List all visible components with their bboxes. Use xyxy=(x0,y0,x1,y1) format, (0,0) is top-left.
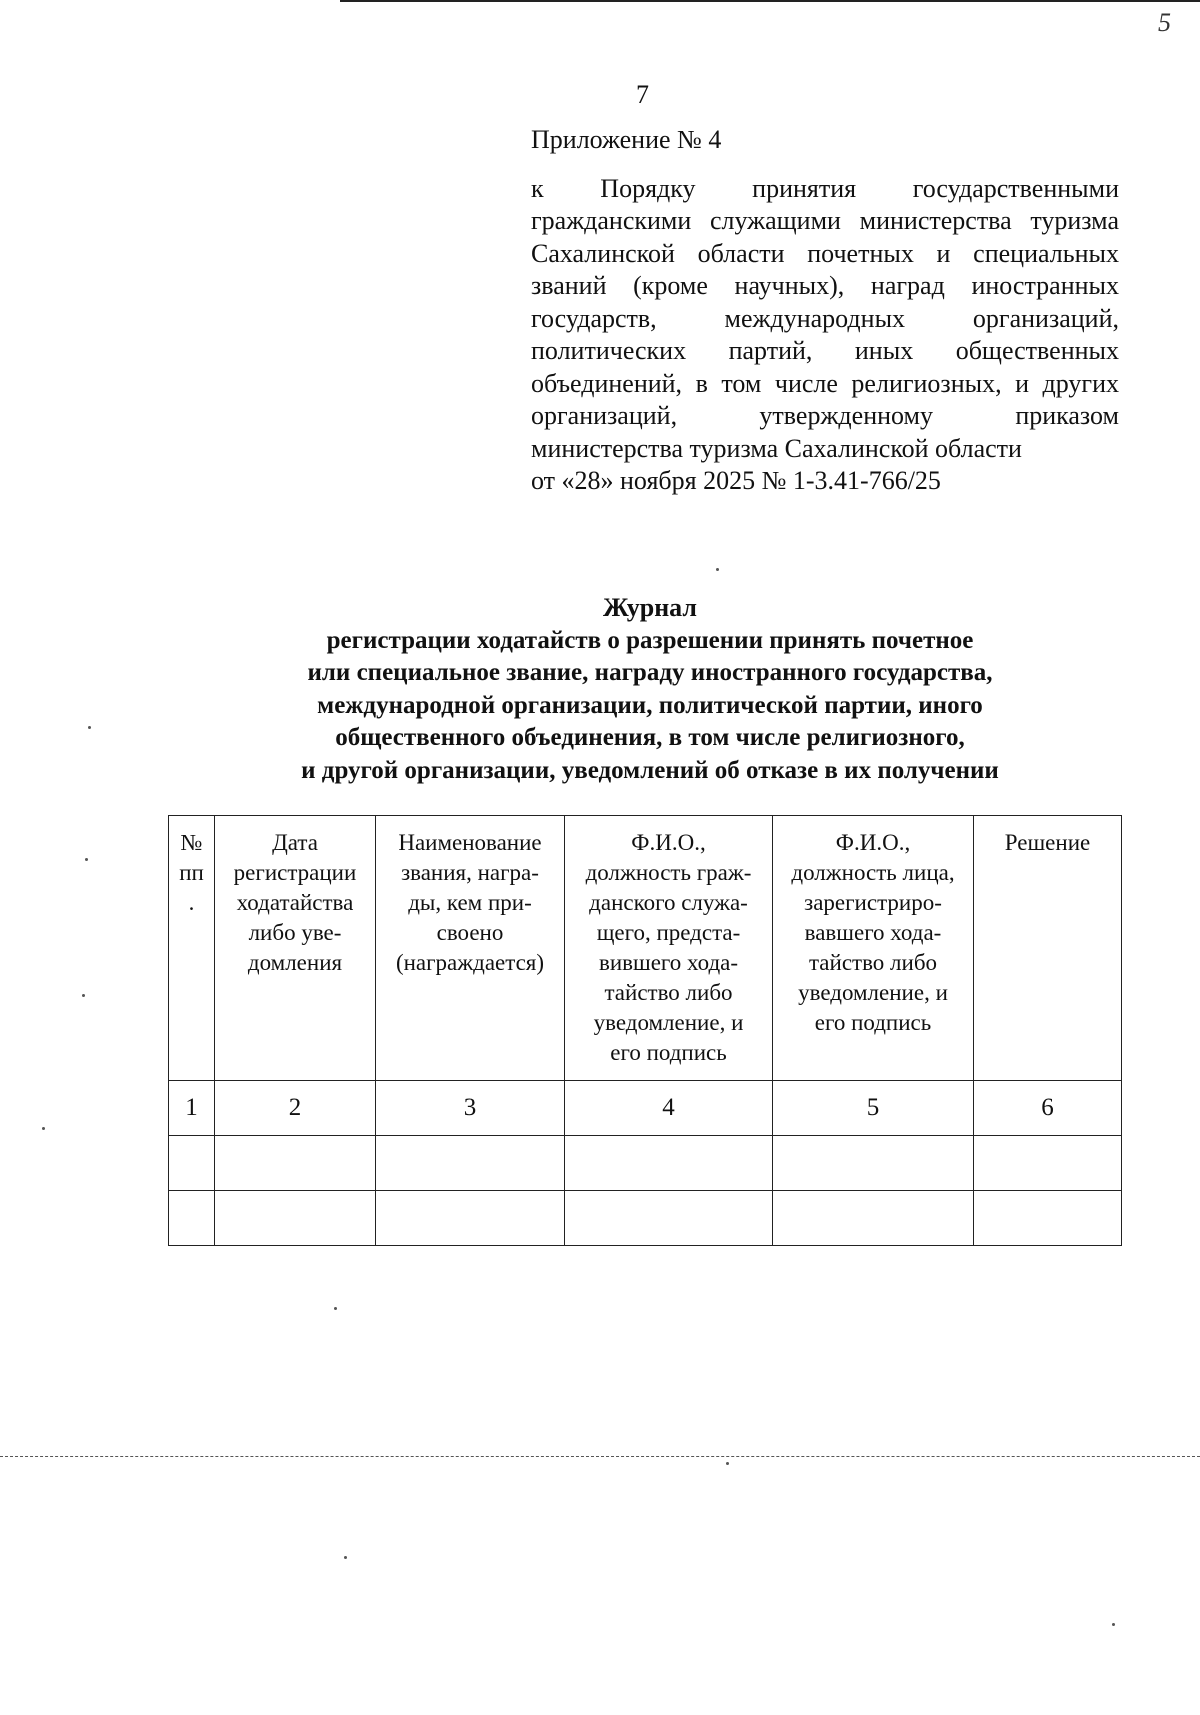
table-header-row xyxy=(169,816,1122,1081)
table-cell xyxy=(376,1136,565,1191)
scan-speck xyxy=(716,568,719,571)
scan-speck xyxy=(1112,1623,1115,1626)
table-cell xyxy=(773,1136,974,1191)
scan-speck xyxy=(88,726,91,729)
header-cell-title-name: Наименование звания, награ- ды, кем при- своено (награждается) xyxy=(376,816,565,1081)
top-edge-rule xyxy=(340,0,1200,2)
appendix-block xyxy=(531,124,1119,498)
table-cell xyxy=(565,1136,773,1191)
table-row xyxy=(169,1136,1122,1191)
journal-subtitle-line: общественного объединения, в том числе религиозного, xyxy=(335,724,965,751)
header-cell-registration-date: Дата регистрации ходатайства либо уве- домления xyxy=(215,816,376,1081)
table-cell: 5 xyxy=(773,1081,974,1136)
appendix-body: к Порядку принятия государственными гражданскими служащими министерства туризма Сахалинской области почетных и специальных званий (кроме научных), наград иностранных государств, международных организаций, политических партий, иных общественных объединений, в том числе религиозных, и других организаций, утвержденному приказом министерства туризма Сахалинской области xyxy=(531,173,1119,463)
handwritten-page-mark: 5 xyxy=(1158,8,1171,37)
journal-subtitle-line: международной организации, политической партии, иного xyxy=(317,691,983,719)
scan-speck xyxy=(85,858,88,861)
table-cell xyxy=(169,1191,215,1246)
appendix-date-line: от «28» ноября 2025 № 1-3.41-766/25 xyxy=(531,466,941,495)
table-cell: 6 xyxy=(974,1081,1122,1136)
table-cell: 4 xyxy=(565,1081,773,1136)
journal-subtitle-line: или специальное звание, награду иностранного государства, xyxy=(307,659,993,686)
journal-heading xyxy=(150,592,1150,787)
header-cell-decision: Решение xyxy=(974,816,1122,1081)
table-cell: 1 xyxy=(169,1081,215,1136)
table-row-column-numbers xyxy=(169,1081,1122,1136)
scan-speck xyxy=(334,1307,337,1310)
scan-speck xyxy=(344,1556,347,1559)
page-number: 7 xyxy=(636,80,649,109)
table-cell xyxy=(169,1136,215,1191)
header-cell-number: № пп . xyxy=(169,816,215,1081)
table-cell xyxy=(376,1191,565,1246)
table-cell xyxy=(974,1136,1122,1191)
journal-title: Журнал xyxy=(603,593,697,622)
scan-speck xyxy=(726,1462,729,1465)
table-cell: 3 xyxy=(376,1081,565,1136)
appendix-title: Приложение № 4 xyxy=(531,125,722,154)
table-cell xyxy=(215,1136,376,1191)
journal-table xyxy=(168,815,1122,1246)
table-cell xyxy=(215,1191,376,1246)
table-cell xyxy=(565,1191,773,1246)
journal-subtitle-line: и другой организации, уведомлений об отказе в их получении xyxy=(301,756,999,784)
journal-subtitle-line: регистрации ходатайств о разрешении принять почетное xyxy=(326,626,974,654)
scan-dashed-line xyxy=(0,1456,1200,1457)
scan-speck xyxy=(82,994,85,997)
table-cell xyxy=(974,1191,1122,1246)
scan-speck xyxy=(42,1127,45,1130)
header-cell-registrar: Ф.И.О., должность лица, зарегистриро- вавшего хода- тайство либо уведомление, и его подпись xyxy=(773,816,974,1081)
table-row xyxy=(169,1191,1122,1246)
table-cell xyxy=(773,1191,974,1246)
table-cell: 2 xyxy=(215,1081,376,1136)
header-cell-employee: Ф.И.О., должность граж- данского служа- щего, предста- вившего хода- тайство либо уведомление, и его подпись xyxy=(565,816,773,1081)
